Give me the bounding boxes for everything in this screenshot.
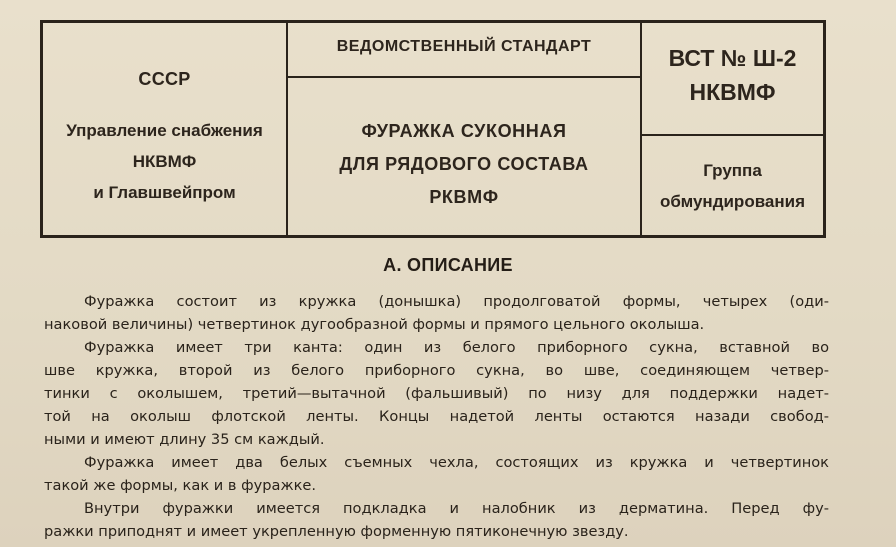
header-divider: [642, 134, 823, 136]
paragraph: [44, 290, 829, 336]
country-label: СССР: [138, 69, 191, 89]
description-body: [44, 290, 829, 543]
standard-header-table: [40, 20, 826, 238]
product-title-line: ДЛЯ РЯДОВОГО СОСТАВА: [339, 154, 589, 174]
organization-block: [43, 115, 286, 208]
text-line: такой же формы, как и в фуражке.: [44, 477, 317, 494]
paragraph: [44, 497, 829, 543]
group-label: [642, 155, 823, 217]
standard-code-line: НКВМФ: [689, 79, 776, 105]
organization-line: НКВМФ: [132, 152, 197, 171]
group-label-line: обмундирования: [659, 192, 806, 211]
text-line: Фуражка имеет два белых съемных чехла, состоящих из кружка и четвертинок: [84, 454, 829, 471]
paragraph: [44, 336, 829, 451]
group-label-line: Группа: [703, 161, 762, 180]
product-title-line: ФУРАЖКА СУКОННАЯ: [361, 121, 567, 141]
text-line: наковой величины) четвертинок дугообразной формы и прямого цельного околыша.: [44, 316, 705, 333]
standard-code-line: ВСТ № Ш-2: [668, 45, 797, 71]
standard-type-label: ВЕДОМСТВЕННЫЙ СТАНДАРТ: [336, 38, 592, 55]
organization-line: и Главшвейпром: [93, 183, 236, 202]
text-line: тинки с околышем, третий—вытачной (фальшивый) по низу для поддержки надет-: [44, 385, 829, 402]
text-line: Фуражка имеет три канта: один из белого приборного сукна, вставной во: [84, 339, 829, 356]
product-title-line: РКВМФ: [429, 187, 499, 207]
standard-code: [642, 41, 823, 109]
text-line: Внутри фуражки имеется подкладка и налобник из дерматина. Перед фу-: [84, 500, 829, 517]
text-line: ными и имеют длину 35 см каждый.: [44, 431, 325, 448]
text-line: той на околыш флотской ленты. Концы надетой ленты остаются назади свобод-: [44, 408, 829, 425]
standard-code-cell: [642, 23, 823, 235]
paragraph: [44, 451, 829, 497]
organization-line: Управление снабжения: [66, 121, 263, 140]
header-divider: [288, 76, 640, 78]
product-title: [288, 115, 640, 214]
text-line: шве кружка, второй из белого приборного сукна, во шве, соединяющем четвер-: [44, 362, 829, 379]
text-line: Фуражка состоит из кружка (донышка) продолговатой формы, четырех (оди-: [84, 293, 829, 310]
standard-title-cell: [288, 23, 642, 235]
section-heading: А. ОПИСАНИЕ: [383, 255, 513, 275]
text-line: ражки приподнят и имеет укрепленную форменную пятиконечную звезду.: [44, 523, 629, 540]
issuing-authority-cell: [43, 23, 288, 235]
